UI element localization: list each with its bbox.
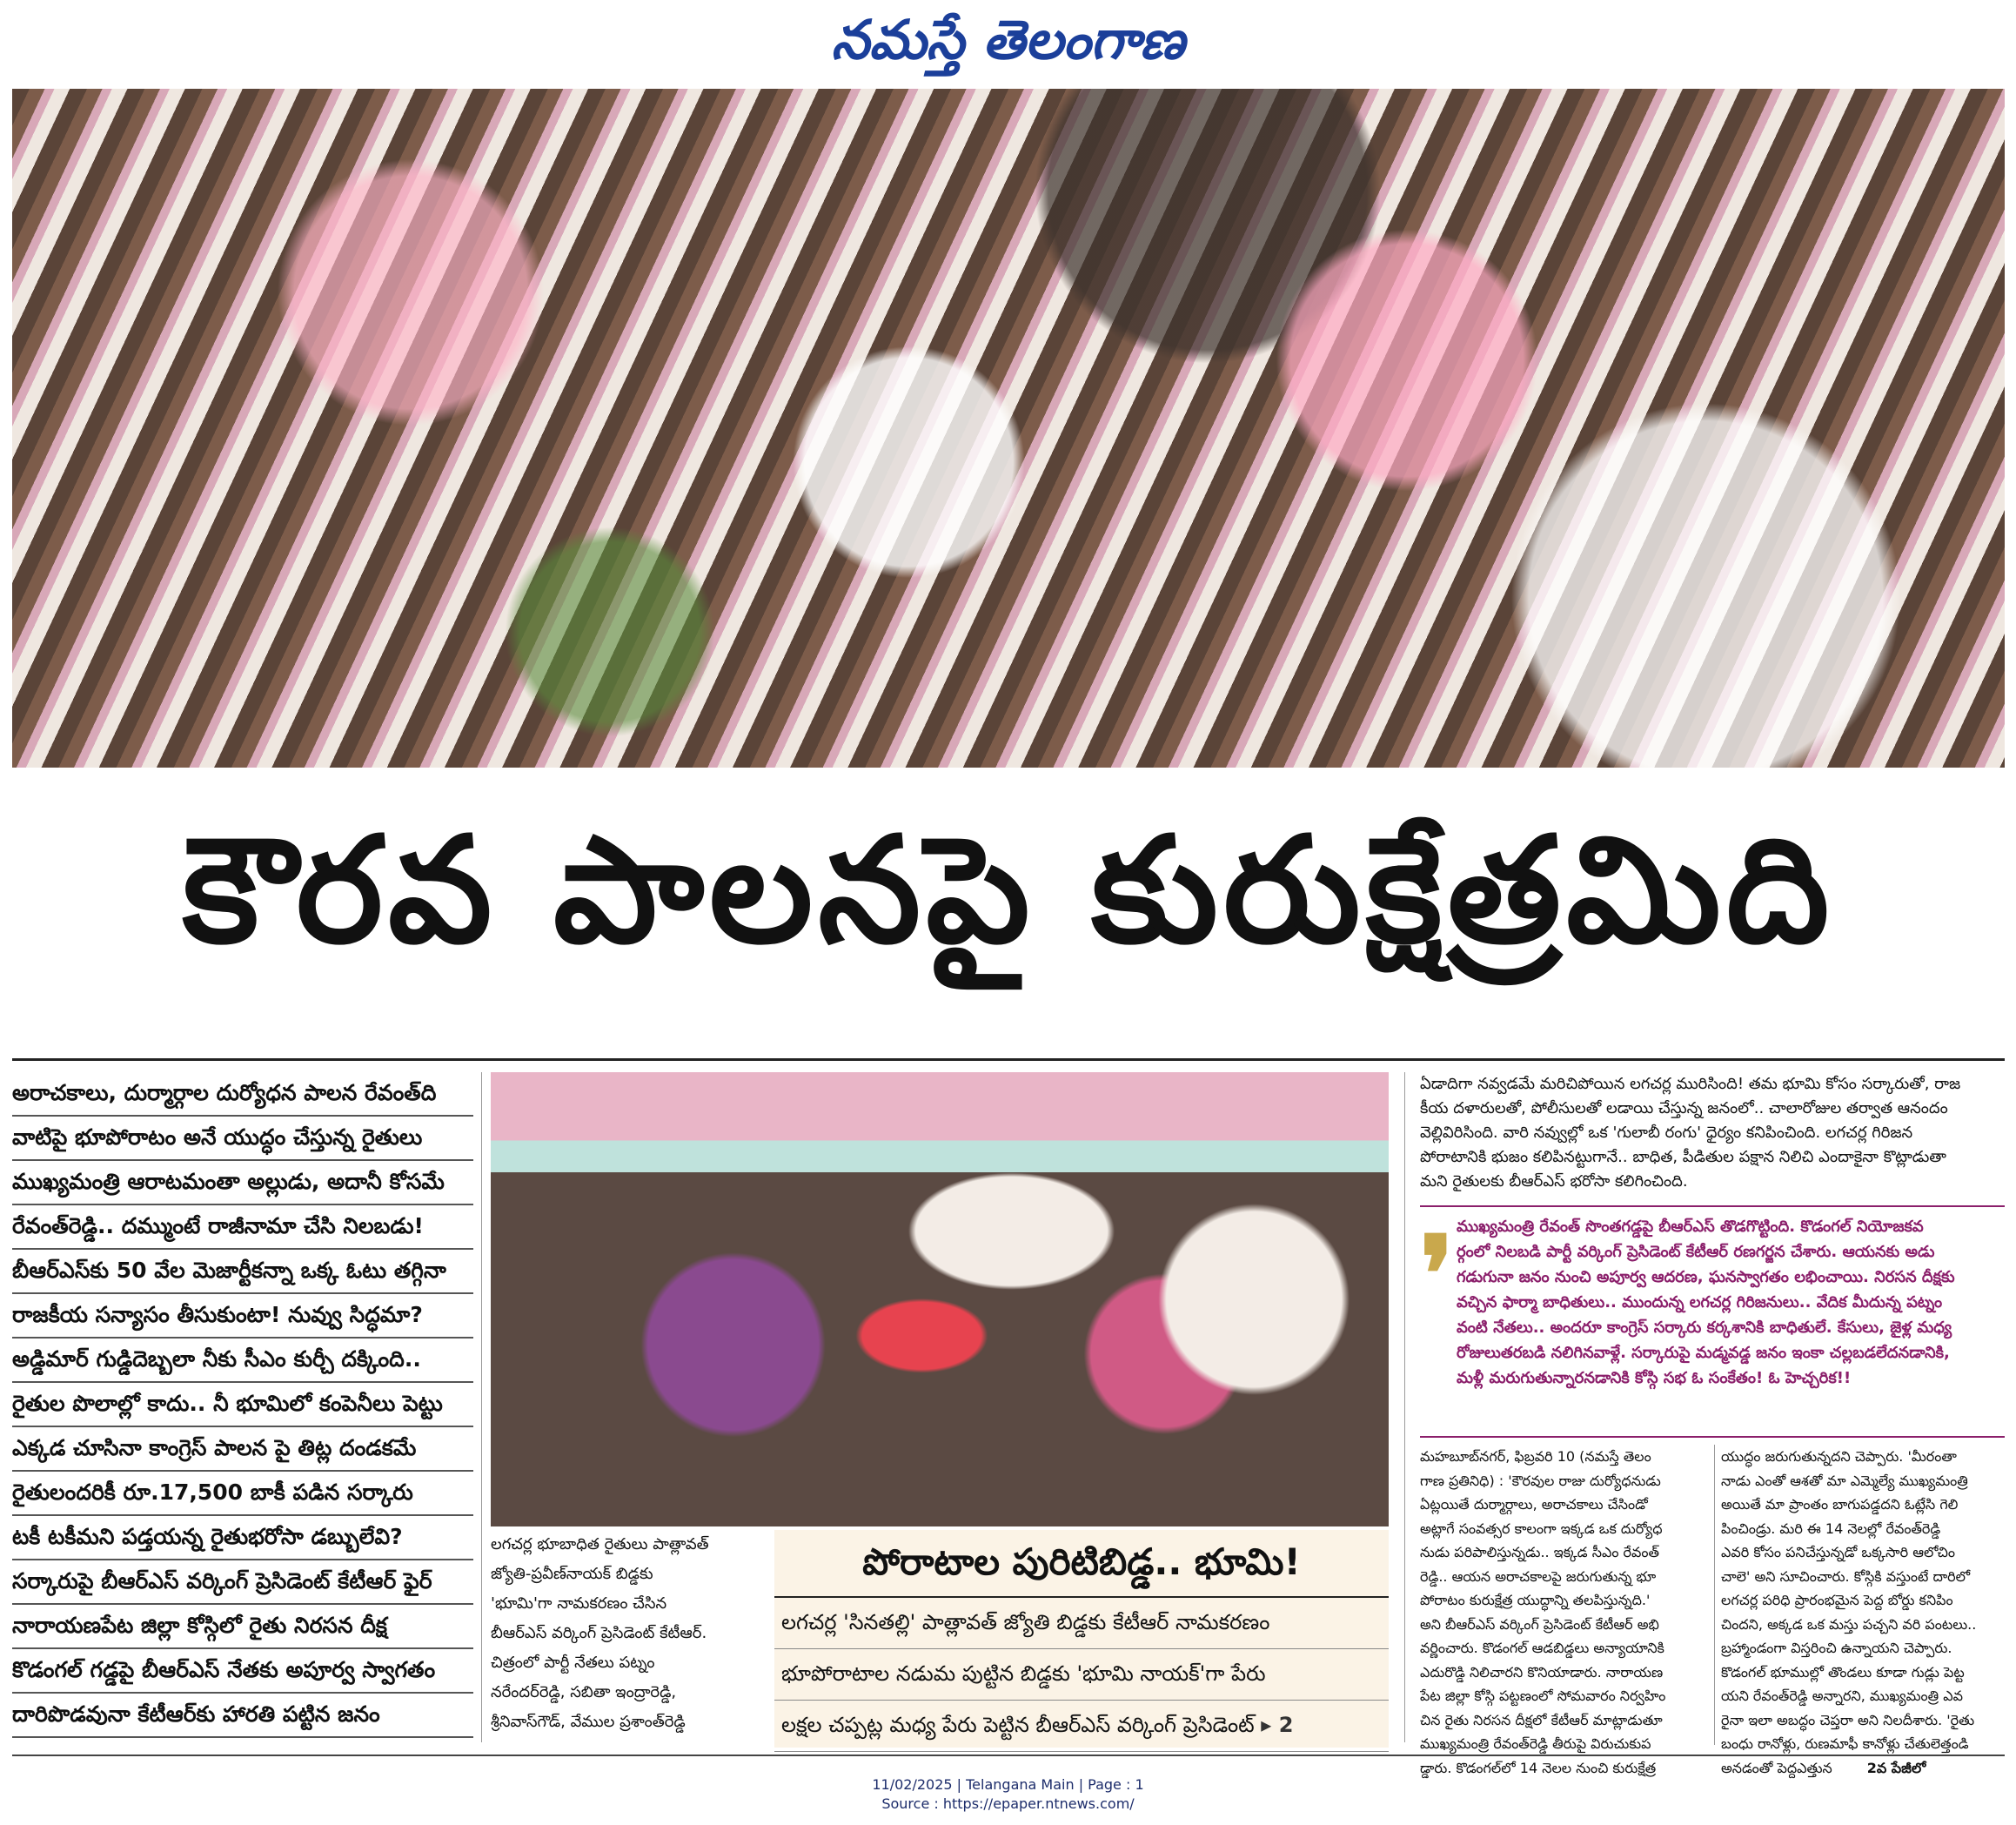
body-line: అని బీఆర్‌ఎస్ వర్కింగ్ ప్రెసిడెంట్ కేటీఆర్ అభి <box>1420 1615 1659 1633</box>
headline-bullet: రేవంత్‌రెడ్డి.. దమ్ముంటే రాజీనామా చేసి నిలబడు! <box>12 1205 473 1250</box>
pullquote <box>1420 1214 2005 1432</box>
body-line: పేట జిల్లా కోస్గి పట్టణంలో సోమవారం నిర్వహిం <box>1420 1687 1666 1704</box>
body-line: నుడు పరిపాలిస్తున్నడు.. ఇక్కడ సీఎం రేవంత్ <box>1420 1544 1659 1560</box>
lead-line: పోరాటానికి భుజం కలిపినట్టుగానే.. బాధిత, పీడితుల పక్షాన నిలిచి ఎందాకైనా కొట్లాడుతా <box>1420 1148 1946 1166</box>
pullquote-line: రోజులుతరబడి నలిగినవాళ్లే. సర్కారుపై మడ్మవడ్డ జనం ఇంకా చల్లబడలేదనడానికి, <box>1457 1344 1950 1362</box>
divider <box>1714 1445 1715 1745</box>
divider <box>12 1058 2005 1061</box>
page-footer <box>0 1775 2016 1814</box>
body-line: పించిండ్రు. మరి ఈ 14 నెలల్లో రేవంత్‌రెడ్డి <box>1721 1520 1941 1537</box>
caption-line: చిత్రంలో పార్టీ నేతలు పట్నం <box>491 1654 655 1672</box>
body-line: ఎవరి కోసం పనిచేస్తున్నడో ఒక్కసారి ఆలోచిం <box>1721 1544 1955 1560</box>
body-line: రైనా ఇలా అబద్ధం చెప్తరా అని నిలదీశారు. 'రైతు <box>1721 1711 1975 1728</box>
story-jump-link[interactable]: ▸ 2 <box>1261 1713 1294 1737</box>
divider <box>1420 1436 2005 1438</box>
photo-caption <box>491 1530 771 1739</box>
caption-line: 'భూమి'గా నామకరణం చేసిన <box>491 1594 667 1613</box>
lead-paragraph <box>1420 1072 2005 1194</box>
story-title: పోరాటాల పురిటిబిడ్డ.. భూమి! <box>774 1530 1389 1598</box>
inset-photo-naming-ceremony <box>491 1072 1389 1526</box>
headline-bullet: టకీ టకీమని పడ్తయన్న రైతుభరోసా డబ్బులేవి? <box>12 1516 473 1560</box>
article-column-right <box>1721 1445 2003 1780</box>
article-body <box>1420 1445 2005 1776</box>
lead-line: కీయ దళారులతో, పోలీసులతో లడాయి చేస్తున్న జనంలో.. చాలారోజుల తర్వాత ఆనందం <box>1420 1099 1948 1117</box>
headline-bullet: అరాచకాలు, దుర్మార్గాల దుర్యోధన పాలన రేవంత్‌ది <box>12 1072 473 1117</box>
divider <box>481 1072 482 1742</box>
story-line: భూపోరాటాల నడుమ పుట్టిన బిడ్డకు 'భూమి నాయక్'గా పేరు <box>774 1649 1389 1701</box>
quote-mark-icon: ❜ <box>1420 1213 1454 1336</box>
caption-line: లగచర్ల భూబాధిత రైతులు పాత్లావత్ <box>491 1535 709 1553</box>
body-line: మహబూబ్‌నగర్, ఫిబ్రవరి 10 (నమస్తే తెలం <box>1420 1448 1651 1465</box>
pullquote-line: మళ్లీ మరుగుతున్నారనడానికి కోస్గి సభ ఓ సంకేతం! ఓ హెచ్చరిక!! <box>1457 1369 1852 1387</box>
headline-bullet: అడ్డిమార్ గుడ్డిదెబ్బలా నీకు సీఎం కుర్చీ దక్కింది.. <box>12 1339 473 1383</box>
headline-bullet: ఎక్కడ చూసినా కాంగ్రెస్ పాలన పై తిట్ల దండకమే <box>12 1427 473 1472</box>
body-line: డ్డారు. కొడంగల్‌లో 14 నెలల నుంచి కురుక్షేత్ర <box>1420 1759 1657 1776</box>
divider <box>12 1755 2005 1756</box>
headline-bullet: ముఖ్యమంత్రి ఆరాటమంతా అల్లుడు, అదానీ కోసమే <box>12 1161 473 1205</box>
body-line: కొడంగల్ భూముల్లో తొండలు కూడా గుడ్లు పెట్ట <box>1721 1663 1965 1681</box>
body-line: రెడ్డి.. ఆయన అరాచకాలపై జరుగుతున్న భూ <box>1420 1567 1657 1585</box>
body-line: చిందని, అక్కడ ఒక మస్తు పచ్చని వరి పంటలు.. <box>1721 1615 1977 1633</box>
pullquote-line: ముఖ్యమంత్రి రేవంత్ సొంతగడ్డపై బీఆర్‌ఎస్ తొడగొట్టింది. కొడంగల్ నియోజకవ <box>1457 1218 1924 1236</box>
lead-line: వెల్లివిరిసింది. వారి నవ్వుల్లో ఒక 'గులాబీ రంగు' ధైర్యం కనిపించింది. లగచర్ల గిరిజన <box>1420 1124 1913 1142</box>
headline-bullet-list <box>12 1072 473 1738</box>
masthead-title: నమస్తే తెలంగాణ <box>831 8 1185 71</box>
body-line: బ్రహ్మాండంగా విస్తరించి ఉన్నాయని చెప్పారు. <box>1721 1640 1952 1656</box>
body-line: ఎదురొడ్డి నిలిచారని కొనియాడారు. నారాయణ <box>1420 1663 1664 1681</box>
body-line: లగచర్ల పరిధి ప్రారంభమైన పెద్ద బోర్డు కనిపిం <box>1721 1592 1953 1608</box>
footer-date-page: 11/02/2025 | Telangana Main | Page : 1 <box>872 1776 1144 1793</box>
caption-line: బీఆర్‌ఎస్ వర్కింగ్ ప్రెసిడెంట్ కేటీఆర్. <box>491 1624 707 1642</box>
body-line: నాడు ఎంతో ఆశతో మా ఎమ్మెల్యే ముఖ్యమంత్రి <box>1721 1472 1968 1489</box>
body-line: చిన రైతు నిరసన దీక్షలో కేటీఆర్ మాట్లాడుతూ <box>1420 1711 1663 1728</box>
page-jump-link[interactable]: 2వ పేజీలో <box>1866 1759 1926 1776</box>
story-line <box>774 1701 1389 1752</box>
body-line: చాలె' అని సూచించారు. కోస్గికి వస్తుంటే దారిలో <box>1721 1567 1971 1585</box>
pullquote-line: వచ్చిన ఫార్మా బాధితులు.. ముందున్న లగచర్ల గిరిజనులు.. వేదిక మీదున్న పట్నం <box>1457 1293 1943 1312</box>
caption-line: జ్యోతి-ప్రవీణ్‌నాయక్ బిడ్డకు <box>491 1565 653 1583</box>
story-line-text: లక్షల చప్పట్ల మధ్య పేరు పెట్టిన బీఆర్‌ఎస్ వర్కింగ్ ప్రెసిడెంట్ <box>781 1713 1255 1737</box>
headline-bullet: బీఆర్‌ఎస్‌కు 50 వేల మెజార్టీకన్నా ఒక్క ఓటు తగ్గినా <box>12 1250 473 1294</box>
divider <box>1404 1072 1405 1742</box>
body-line: ముఖ్యమంత్రి రేవంత్‌రెడ్డి తీరుపై విరుచుకుప <box>1420 1735 1651 1752</box>
pullquote-line: గడుగునా జనం నుంచి అపూర్వ ఆదరణ, ఘనస్వాగతం లభించాయి. నిరసన దీక్షకు <box>1457 1268 1955 1286</box>
body-line: యుద్ధం జరుగుతున్నదని చెప్పారు. 'మీరంతా <box>1721 1448 1957 1465</box>
pullquote-text <box>1420 1214 2005 1391</box>
headline-bullet: దారిపొడవునా కేటీఆర్‌కు హారతి పట్టిన జనం <box>12 1694 473 1738</box>
headline-bullet: వాటిపై భూపోరాటం అనే యుద్ధం చేస్తున్న రైతులు <box>12 1117 473 1161</box>
story-line: లగచర్ల 'సినతల్లి' పాత్లావత్ జ్యోతి బిడ్డకు కేటీఆర్ నామకరణం <box>774 1598 1389 1649</box>
body-line: వర్ణించారు. కొడంగల్ ఆడబిడ్డలు అన్యాయానికి <box>1420 1640 1664 1656</box>
article-column-left <box>1420 1445 1702 1780</box>
headline-bullet: నారాయణపేట జిల్లా కోస్గిలో రైతు నిరసన దీక్ష <box>12 1605 473 1649</box>
hero-photo-crowd <box>12 89 2005 768</box>
body-line: బంధు రానోళ్లు, రుణమాఫీ కానోళ్లు చేతులెత్తండి <box>1721 1735 1969 1752</box>
body-line: గాణ ప్రతినిధి) : 'కౌరవుల రాజు దుర్యోధనుడు <box>1420 1472 1661 1489</box>
footer-source-link[interactable]: Source : https://epaper.ntnews.com/ <box>881 1795 1135 1812</box>
pullquote-line: ర్గంలో నిలబడి పార్టీ వర్కింగ్ ప్రెసిడెంట్ కేటీఆర్ రణగర్జన చేశారు. ఆయనకు అడు <box>1457 1243 1935 1261</box>
pullquote-line: వంటి నేతలు.. అందరూ కాంగ్రెస్ సర్కారు కర్కశానికి బాధితులే. కేసులు, జైళ్ల మధ్య <box>1457 1318 1952 1337</box>
headline-bullet: సర్కారుపై బీఆర్‌ఎస్ వర్కింగ్ ప్రెసిడెంట్ కేటీఆర్ ఫైర్ <box>12 1560 473 1605</box>
divider <box>1420 1205 2005 1207</box>
story-box <box>774 1530 1389 1748</box>
headline-bullet: కొడంగల్ గడ్డపై బీఆర్‌ఎస్ నేతకు అపూర్వ స్వాగతం <box>12 1649 473 1694</box>
body-line: యని రేవంత్‌రెడ్డి అన్నారని, ముఖ్యమంత్రి ఎవ <box>1721 1687 1963 1704</box>
body-line: అయితే మా ప్రాంతం బాగుపడ్డదని ఓట్లేసి గెలి <box>1721 1496 1959 1513</box>
lead-line: ఏడాదిగా నవ్వడమే మరిచిపోయిన లగచర్ల మురిసింది! తమ భూమి కోసం సర్కారుతో, రాజ <box>1420 1075 1961 1093</box>
body-line: పోరాటం కురుక్షేత్ర యుద్ధాన్ని తలపిస్తున్నది.' <box>1420 1592 1651 1608</box>
body-line: ఏట్లయితే దుర్మార్గాలు, అరాచకాలు చేసిండో <box>1420 1496 1648 1513</box>
lead-line: మని రైతులకు బీఆర్‌ఎస్ భరోసా కలిగించింది. <box>1420 1172 1688 1191</box>
headline-bullet: రైతులందరికీ రూ.17,500 బాకీ పడిన సర్కారు <box>12 1472 473 1516</box>
headline-bullet: రాజకీయ సన్యాసం తీసుకుంటా! నువ్వు సిద్ధమా? <box>12 1294 473 1339</box>
body-line-text: అనడంతో పెద్దఎత్తున <box>1721 1759 1832 1776</box>
headline-bullet: రైతుల పొలాల్లో కాదు.. నీ భూమిలో కంపెనీలు పెట్టు <box>12 1383 473 1427</box>
caption-line: శ్రీనివాస్‌గౌడ్, వేముల ప్రశాంత్‌రెడ్డి <box>491 1713 686 1731</box>
main-headline: కౌరవ పాలనపై కురుక్షేత్రమిది <box>182 805 1835 976</box>
caption-line: నరేందర్‌రెడ్డి, సబితా ఇంద్రారెడ్డి, <box>491 1683 677 1701</box>
body-line: అట్లాగే సంవత్సర కాలంగా ఇక్కడ ఒక దుర్యోధ <box>1420 1520 1663 1537</box>
